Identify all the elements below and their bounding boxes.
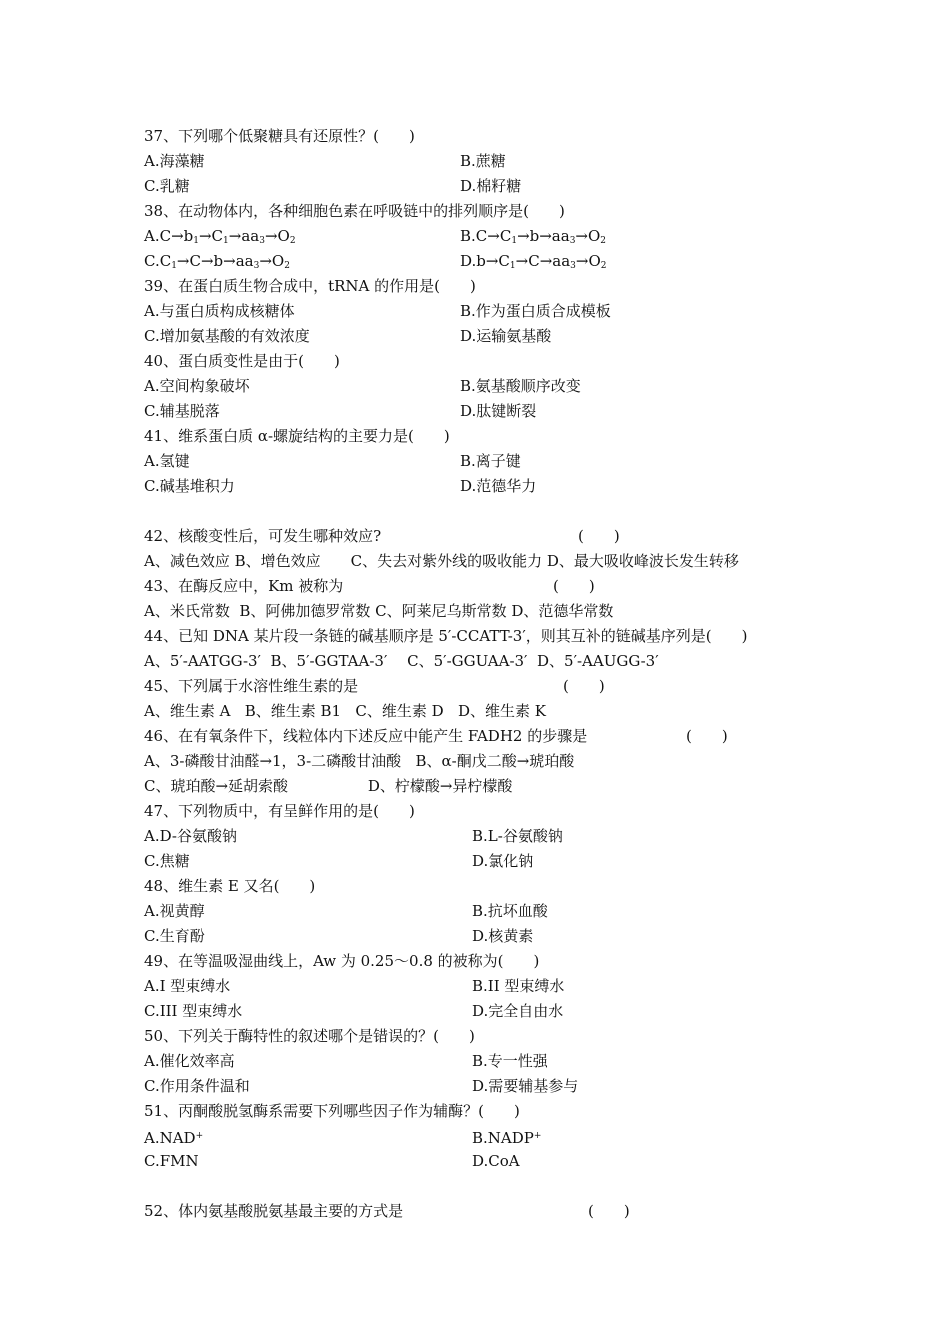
q40-option-b: B.氨基酸顺序改变	[460, 377, 581, 395]
q50-option-b: B.专一性强	[472, 1052, 548, 1070]
q49-option-a: A.I 型束缚水	[144, 977, 231, 995]
q42-options: A、减色效应 B、增色效应 C、失去对紫外线的吸收能力 D、最大吸收峰波长发生转移	[144, 552, 739, 570]
q49-option-b: B.II 型束缚水	[472, 977, 565, 995]
q41-option-d: D.范德华力	[460, 477, 537, 495]
q48-option-a: A.视黄醇	[144, 902, 205, 920]
q38-option-c: $C.C_1\to C\to b\to aa_3\to O_2$	[144, 252, 290, 271]
q43-options: A、米氏常数 B、阿佛加德罗常数 C、阿莱尼乌斯常数 D、范德华常数	[144, 602, 614, 620]
q47-option-d: D.氯化钠	[472, 852, 534, 870]
q51-option-d: D.CoA	[472, 1152, 520, 1170]
q49-option-d: D.完全自由水	[472, 1002, 564, 1020]
q37-option-c: C.乳糖	[144, 177, 190, 195]
q47-option-b: B.L-谷氨酸钠	[472, 827, 563, 845]
q49-option-c: C.III 型束缚水	[144, 1002, 243, 1020]
q39-option-a: A.与蛋白质构成核糖体	[144, 302, 295, 320]
q43-answer-paren: ( )	[553, 577, 595, 595]
question-52: 52、体内氨基酸脱氨基最主要的方式是	[144, 1202, 404, 1220]
q38-option-a: $A.C\to b_1\to C_1\to aa_3\to O_2$	[144, 227, 296, 246]
q37-option-d: D.棉籽糖	[460, 177, 522, 195]
q39-option-d: D.运输氨基酸	[460, 327, 552, 345]
q52-answer-paren: ( )	[588, 1202, 630, 1220]
q38-option-d: $D.b\to C_1\to C\to aa_3\to O_2$	[460, 252, 607, 271]
q38-option-b: $B.C\to C_1\to b\to aa_3\to O_2$	[460, 227, 607, 246]
q40-option-a: A.空间构象破坏	[144, 377, 250, 395]
q41-option-c: C.碱基堆积力	[144, 477, 235, 495]
question-42: 42、核酸变性后，可发生哪种效应?	[144, 527, 382, 545]
q42-answer-paren: ( )	[578, 527, 620, 545]
q48-option-c: C.生育酚	[144, 927, 205, 945]
q41-option-a: A.氢键	[144, 452, 190, 470]
question-45: 45、下列属于水溶性维生素的是	[144, 677, 359, 695]
question-50: 50、下列关于酶特性的叙述哪个是错误的？( )	[144, 1027, 475, 1045]
q50-option-a: A.催化效率高	[144, 1052, 235, 1070]
q46-answer-paren: ( )	[686, 727, 728, 745]
question-43: 43、在酶反应中，Km 被称为	[144, 577, 344, 595]
q41-option-b: B.离子键	[460, 452, 521, 470]
q50-option-d: D.需要辅基参与	[472, 1077, 579, 1095]
q44-options: A、5′-AATGG-3′ B、5′-GGTAA-3′ C、5′-GGUAA-3′ D、5′-AAUGG-3′	[144, 652, 659, 670]
question-49: 49、在等温吸湿曲线上，Aw 为 0.25～0.8 的被称为( )	[144, 952, 540, 970]
q51-option-b: B.NADP+	[472, 1129, 542, 1147]
q51-option-c: C.FMN	[144, 1152, 199, 1170]
question-39: 39、在蛋白质生物合成中，tRNA 的作用是( )	[144, 277, 476, 295]
q46-options-line-1: A、3-磷酸甘油醛→1，3-二磷酸甘油酸 B、α-酮戊二酸→琥珀酸	[144, 752, 575, 770]
q40-option-d: D.肽键断裂	[460, 402, 537, 420]
q48-option-b: B.抗坏血酸	[472, 902, 548, 920]
question-41: 41、维系蛋白质 α-螺旋结构的主要力是( )	[144, 427, 450, 445]
question-48: 48、维生素 E 又名( )	[144, 877, 316, 895]
question-40: 40、蛋白质变性是由于( )	[144, 352, 340, 370]
q45-options: A、维生素 A B、维生素 B1 C、维生素 D D、维生素 K	[144, 702, 546, 720]
q39-option-b: B.作为蛋白质合成模板	[460, 302, 611, 320]
question-37: 37、下列哪个低聚糖具有还原性？( )	[144, 127, 415, 145]
question-47: 47、下列物质中，有呈鲜作用的是( )	[144, 802, 415, 820]
q50-option-c: C.作用条件温和	[144, 1077, 250, 1095]
q37-option-b: B.蔗糖	[460, 152, 506, 170]
question-51: 51、丙酮酸脱氢酶系需要下列哪些因子作为辅酶？( )	[144, 1102, 520, 1120]
question-38: 38、在动物体内，各种细胞色素在呼吸链中的排列顺序是( )	[144, 202, 565, 220]
q46-options-line-2: C、琥珀酸→延胡索酸 D、柠檬酸→异柠檬酸	[144, 777, 513, 795]
q51-option-a: A.NAD+	[144, 1129, 204, 1147]
q48-option-d: D.核黄素	[472, 927, 534, 945]
q45-answer-paren: ( )	[563, 677, 605, 695]
q47-option-c: C.焦糖	[144, 852, 190, 870]
question-44: 44、已知 DNA 某片段一条链的碱基顺序是 5′-CCATT-3′，则其互补的链碱基序列是( )	[144, 627, 748, 645]
question-46: 46、在有氧条件下，线粒体内下述反应中能产生 FADH2 的步骤是	[144, 727, 588, 745]
q37-option-a: A.海藻糖	[144, 152, 205, 170]
q47-option-a: A.D-谷氨酸钠	[144, 827, 237, 845]
q39-option-c: C.增加氨基酸的有效浓度	[144, 327, 310, 345]
q40-option-c: C.辅基脱落	[144, 402, 220, 420]
